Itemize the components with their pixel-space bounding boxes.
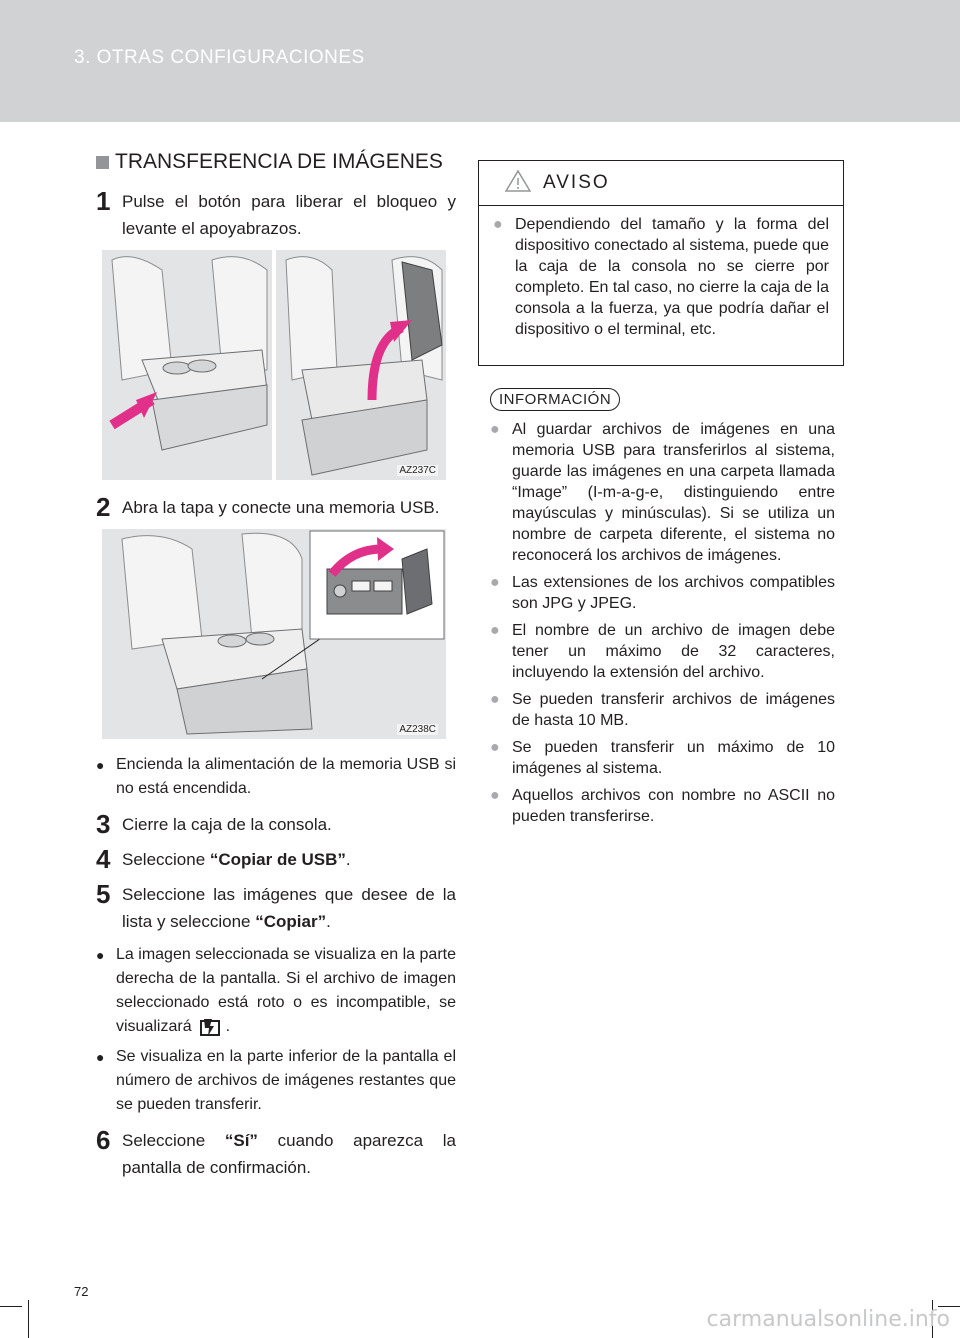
usb-illustration (102, 529, 446, 739)
bullet-dot-icon: ● (493, 216, 503, 233)
step-4 (96, 846, 456, 873)
aviso-box (478, 160, 844, 366)
step-text: Abra la tapa y conecte una memoria USB. (122, 498, 440, 517)
aviso-header (479, 161, 843, 206)
bullet-text: Se visualiza en la parte inferior de la pantalla el número de archivos de imágenes restantes que se pueden transferir. (116, 1048, 456, 1114)
info-label: INFORMACIÓN (490, 388, 620, 411)
usb-drawing (102, 529, 446, 739)
step-2 (96, 494, 456, 521)
section-title-text: TRANSFERENCIA DE IMÁGENES (115, 150, 443, 173)
watermark: carmanualsonline.info (706, 1307, 950, 1332)
aviso-label: AVISO (543, 172, 610, 193)
header-band (0, 0, 960, 122)
bullet-dot-icon: ● (96, 947, 105, 963)
info-item: ● Se pueden transferir un máximo de 10 imágenes al sistema. (490, 739, 835, 777)
step-number: 6 (96, 1125, 111, 1156)
step-text: Cierre la caja de la consola. (122, 815, 332, 834)
step-text: Seleccione “Sí” cuando aparezca la pantalla de confirmación. (122, 1131, 456, 1178)
armrest-illustration (102, 250, 446, 480)
bullet-text: La imagen seleccionada se visualiza en la parte derecha de la pantalla. Si el archivo de imagen seleccionado está roto o es incompatible, se visualizará . (116, 943, 456, 1039)
info-item: ● Las extensiones de los archivos compatibles son JPG y JPEG. (490, 574, 835, 612)
info-item: ● El nombre de un archivo de imagen debe tener un máximo de 32 caracteres, incluyendo la extensión del archivo. (490, 622, 835, 681)
armrest-drawing (102, 250, 446, 480)
bullet-dot-icon: ● (490, 691, 500, 708)
step-number: 2 (96, 492, 111, 522)
bullet-dot-icon: ● (96, 757, 105, 773)
broken-image-icon (198, 1015, 222, 1039)
step-number: 3 (96, 809, 111, 839)
step-6 (96, 1127, 456, 1181)
main-column (96, 150, 456, 1189)
step-number: 4 (96, 844, 111, 874)
step-3 (96, 811, 456, 838)
step-text: Seleccione “Copiar de USB”. (122, 850, 351, 869)
aviso-text: Dependiendo del tamaño y la forma del dispositivo conectado al sistema, puede que la caja de la consola no se cierre por completo. En tal caso, no cierre la caja de la consola a la fuerza, ya que podría dañar el dispositivo o el terminal, etc. (515, 216, 829, 338)
bullet-item (96, 943, 456, 1039)
chapter-title: 3. OTRAS CONFIGURACIONES (74, 47, 365, 68)
bullet-dot-icon: ● (490, 739, 500, 756)
bullet-dot-icon: ● (490, 574, 500, 591)
bullet-item (96, 1045, 456, 1117)
info-item: ● Se pueden transferir archivos de imágenes de hasta 10 MB. (490, 691, 835, 729)
step-1 (96, 188, 456, 242)
figure-code: AZ237C (399, 465, 436, 476)
section-title (96, 150, 456, 174)
crop-mark (28, 1300, 29, 1338)
aviso-item (493, 214, 829, 340)
step-5 (96, 881, 456, 935)
warning-triangle-icon (505, 169, 531, 198)
step-number: 5 (96, 879, 111, 909)
bullet-text: Encienda la alimentación de la memoria USB si no está encendida. (116, 756, 456, 797)
step-text: Pulse el botón para liberar el bloqueo y levante el apoyabrazos. (122, 192, 456, 238)
bullet-dot-icon: ● (490, 787, 500, 804)
crop-mark (0, 1306, 22, 1307)
bullet-dot-icon: ● (490, 622, 500, 639)
bullet-item (96, 753, 456, 801)
bullet-dot-icon: ● (96, 1049, 105, 1066)
info-item: ● Al guardar archivos de imágenes en una memoria USB para transferirlos al sistema, guarde las imágenes en una carpeta llamada “Image” (I-m-a-g-e, distinguiendo entre mayúsculas y minúsculas). Si se utiliza un nombre de carpeta diferente, el sistema no reconocerá los archivos de imágenes. (490, 421, 835, 564)
bullet-dot-icon: ● (490, 421, 500, 438)
step-number: 1 (96, 186, 111, 216)
info-section (490, 388, 835, 833)
page-number: 72 (74, 1284, 89, 1299)
figure-code: AZ238C (399, 724, 436, 735)
step-text: Seleccione las imágenes que desee de la lista y seleccione “Copiar”. (122, 885, 456, 931)
info-item: ● Aquellos archivos con nombre no ASCII no pueden transferirse. (490, 787, 835, 825)
square-bullet-icon (96, 156, 109, 169)
